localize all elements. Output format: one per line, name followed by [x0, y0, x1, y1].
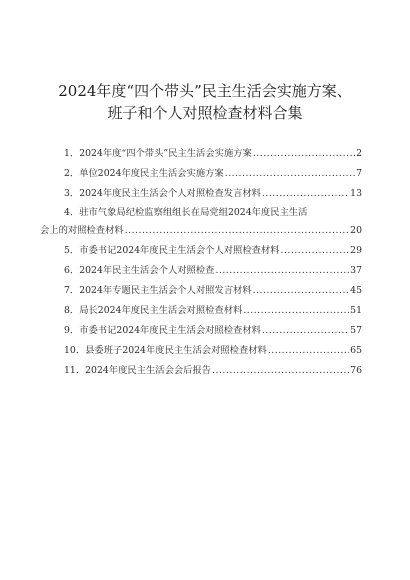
toc-entry-7[interactable]	[52, 281, 362, 301]
document-title-line-1: 2024年度“四个带头”民主生活会实施方案、	[58, 82, 352, 100]
toc-page-number: 7	[356, 168, 362, 179]
toc-page-number: 76	[350, 365, 362, 376]
toc-entry-label: 4．驻市气象局纪检监察组组长在局党组2024年度民主生活	[64, 207, 308, 218]
toc-entry-label: 3．2024年度民主生活会个人对照检查发言材料	[64, 188, 261, 199]
toc-dot-leader	[225, 164, 355, 184]
toc-page-number: 13	[350, 188, 362, 199]
toc-page-number: 51	[350, 305, 362, 316]
toc-dot-leader	[243, 301, 349, 321]
toc-page-number: 20	[350, 225, 362, 236]
document-title	[40, 80, 370, 124]
toc-page-number: 57	[350, 325, 362, 336]
toc-page-number: 37	[350, 265, 362, 276]
toc-dot-leader	[215, 261, 349, 281]
document-title-line-2: 班子和个人对照检查材料合集	[107, 104, 303, 122]
toc-entry-label: 1．2024年度“四个带头”民主生活会实施方案	[64, 148, 252, 159]
toc-dot-leader	[281, 241, 350, 261]
toc-dot-leader	[268, 341, 349, 361]
toc-page-number: 65	[350, 345, 362, 356]
toc-entry-label: 7．2024年专题民主生活会个人对照发言材料	[64, 285, 252, 296]
toc-dot-leader	[253, 281, 350, 301]
toc-entry-label: 8．局长2024年度民主生活会对照检查材料	[64, 305, 243, 316]
toc-dot-leader	[262, 321, 349, 341]
toc-entry-label-continuation: 会上的对照检查材料	[40, 225, 124, 236]
toc-page-number: 29	[350, 245, 362, 256]
toc-entry-1[interactable]	[52, 144, 362, 164]
toc-entry-8[interactable]	[52, 301, 362, 321]
toc-entry-label: 9．市委书记2024年度民主生活会对照检查材料	[64, 325, 261, 336]
toc-entry-label: 2．单位2024年度民主生活会实施方案	[64, 168, 224, 179]
toc-entry-label: 6．2024年民主生活会个人对照检查	[64, 265, 215, 276]
toc-entry-label: 10．县委班子2024年度民主生活会对照检查材料	[64, 345, 267, 356]
toc-entry-10[interactable]	[52, 341, 362, 361]
toc-entry-6[interactable]	[52, 261, 362, 281]
toc-entry-2[interactable]	[52, 164, 362, 184]
table-of-contents	[40, 144, 362, 381]
toc-page-number: 2	[356, 148, 362, 159]
toc-entry-3[interactable]	[52, 184, 362, 204]
toc-entry-label: 5．市委书记2024年度民主生活会个人对照检查材料	[64, 245, 280, 256]
toc-entry-9[interactable]	[52, 321, 362, 341]
toc-entry-4-line-1[interactable]	[52, 204, 362, 221]
toc-dot-leader	[212, 361, 349, 381]
toc-entry-label: 11．2024年度民主生活会会后报告	[64, 365, 212, 376]
toc-dot-leader	[262, 184, 349, 204]
toc-dot-leader	[253, 144, 355, 164]
toc-entry-5[interactable]	[52, 241, 362, 261]
toc-page-number: 45	[350, 285, 362, 296]
toc-dot-leader	[125, 221, 349, 241]
toc-entry-4-line-2[interactable]	[40, 221, 362, 241]
toc-entry-11[interactable]	[52, 361, 362, 381]
